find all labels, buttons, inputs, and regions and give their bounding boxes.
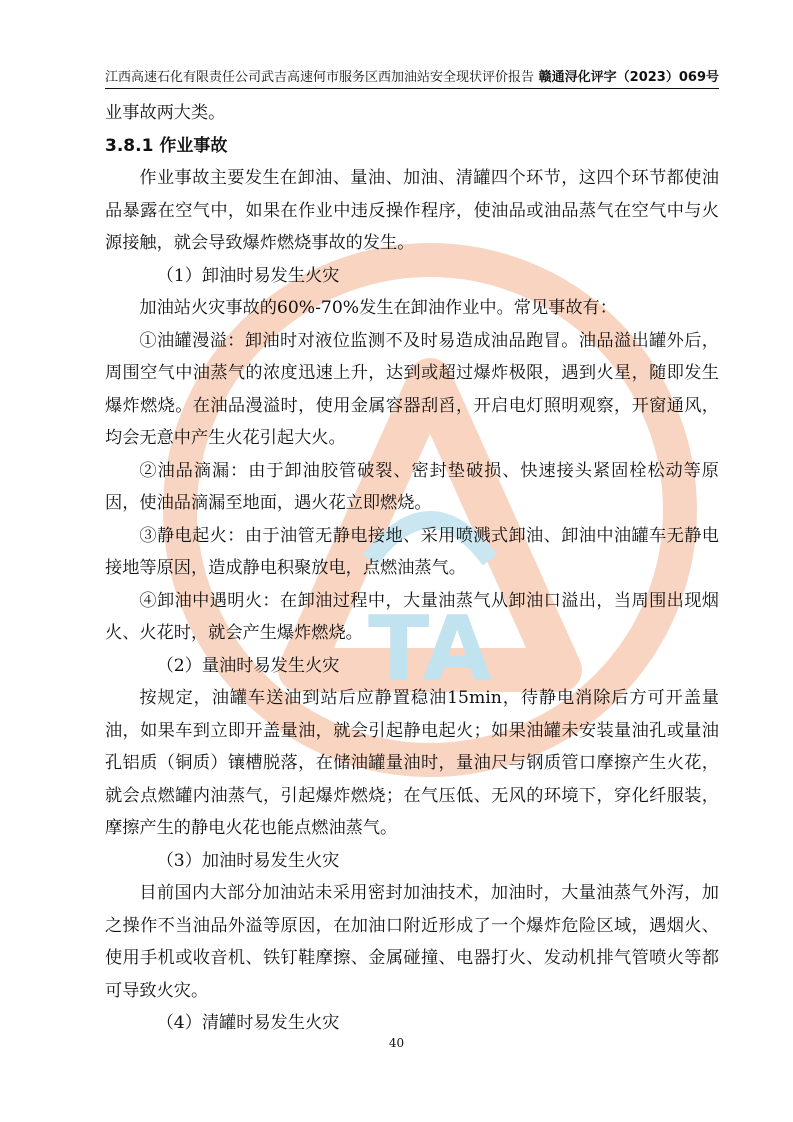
- svg-text:TA: TA: [367, 597, 493, 702]
- paragraph-continued: 业事故两大类。: [105, 103, 226, 123]
- subsection-title: （2）量油时易发生火灾: [156, 655, 340, 676]
- page-header: [105, 68, 719, 89]
- section-heading: 3.8.1 作业事故: [105, 135, 228, 156]
- paragraph: ③静电起火：由于油管无静电接地、采用喷溅式卸油、卸油中油罐车无静电接地等原因，造成静电积聚放电，点燃油蒸气。: [105, 525, 719, 578]
- paragraph: ④卸油中遇明火：在卸油过程中，大量油蒸气从卸油口溢出，当周围出现烟火、火花时，就会产生爆炸燃烧。: [105, 590, 719, 643]
- document-number: 赣通浔化评字（2023）069号: [538, 70, 719, 85]
- paragraph: 作业事故主要发生在卸油、量油、加油、清罐四个环节，这四个环节都使油品暴露在空气中，如果在作业中违反操作程序，使油品或油品蒸气在空气中与火源接触，就会导致爆炸燃烧事故的发生。: [105, 168, 719, 253]
- subsection-title: （1）卸油时易发生火灾: [156, 265, 340, 286]
- paragraph: ①油罐漫溢：卸油时对液位监测不及时易造成油品跑冒。油品溢出罐外后，周围空气中油蒸气的浓度迅速上升，达到或超过爆炸极限，遇到火星，随即发生爆炸燃烧。在油品漫溢时，使用金属容器刮舀，开启电灯照明观察，开窗通风，均会无意中产生火花引起大火。: [105, 330, 719, 448]
- subsection-title: （3）加油时易发生火灾: [156, 850, 340, 871]
- paragraph: 加油站火灾事故的60%-70%发生在卸油作业中。常见事故有：: [139, 298, 617, 318]
- subsection-title: （4）清罐时易发生火灾: [156, 1013, 340, 1033]
- page-number: 40: [388, 1036, 405, 1050]
- paragraph: ②油品滴漏：由于卸油胶管破裂、密封垫破损、快速接头紧固栓松动等原因，使油品滴漏至地面，遇火花立即燃烧。: [105, 460, 719, 513]
- paragraph: 目前国内大部分加油站未采用密封加油技术，加油时，大量油蒸气外泻，加之操作不当油品外溢等原因，在加油口附近形成了一个爆炸危险区域，遇烟火、使用手机或收音机、铁钉鞋摩擦、金属碰撞、电器打火、发动机排气管喷火等都可导致火灾。: [105, 883, 719, 1001]
- document-body: [105, 97, 719, 1040]
- report-title: 江西高速石化有限责任公司武吉高速何市服务区西加油站安全现状评价报告: [105, 70, 535, 85]
- paragraph: 按规定，油罐车送油到站后应静置稳油15min，待静电消除后方可开盖量油，如果车到立即开盖量油，就会引起静电起火；如果油罐未安装量油孔或量油孔铝质（铜质）镶槽脱落，在储油罐量油时，量油尺与钢质管口摩擦产生火花，就会点燃罐内油蒸气，引起爆炸燃烧；在气压低、无风的环境下，穿化纤服装，摩擦产生的静电火花也能点燃油蒸气。: [105, 688, 719, 838]
